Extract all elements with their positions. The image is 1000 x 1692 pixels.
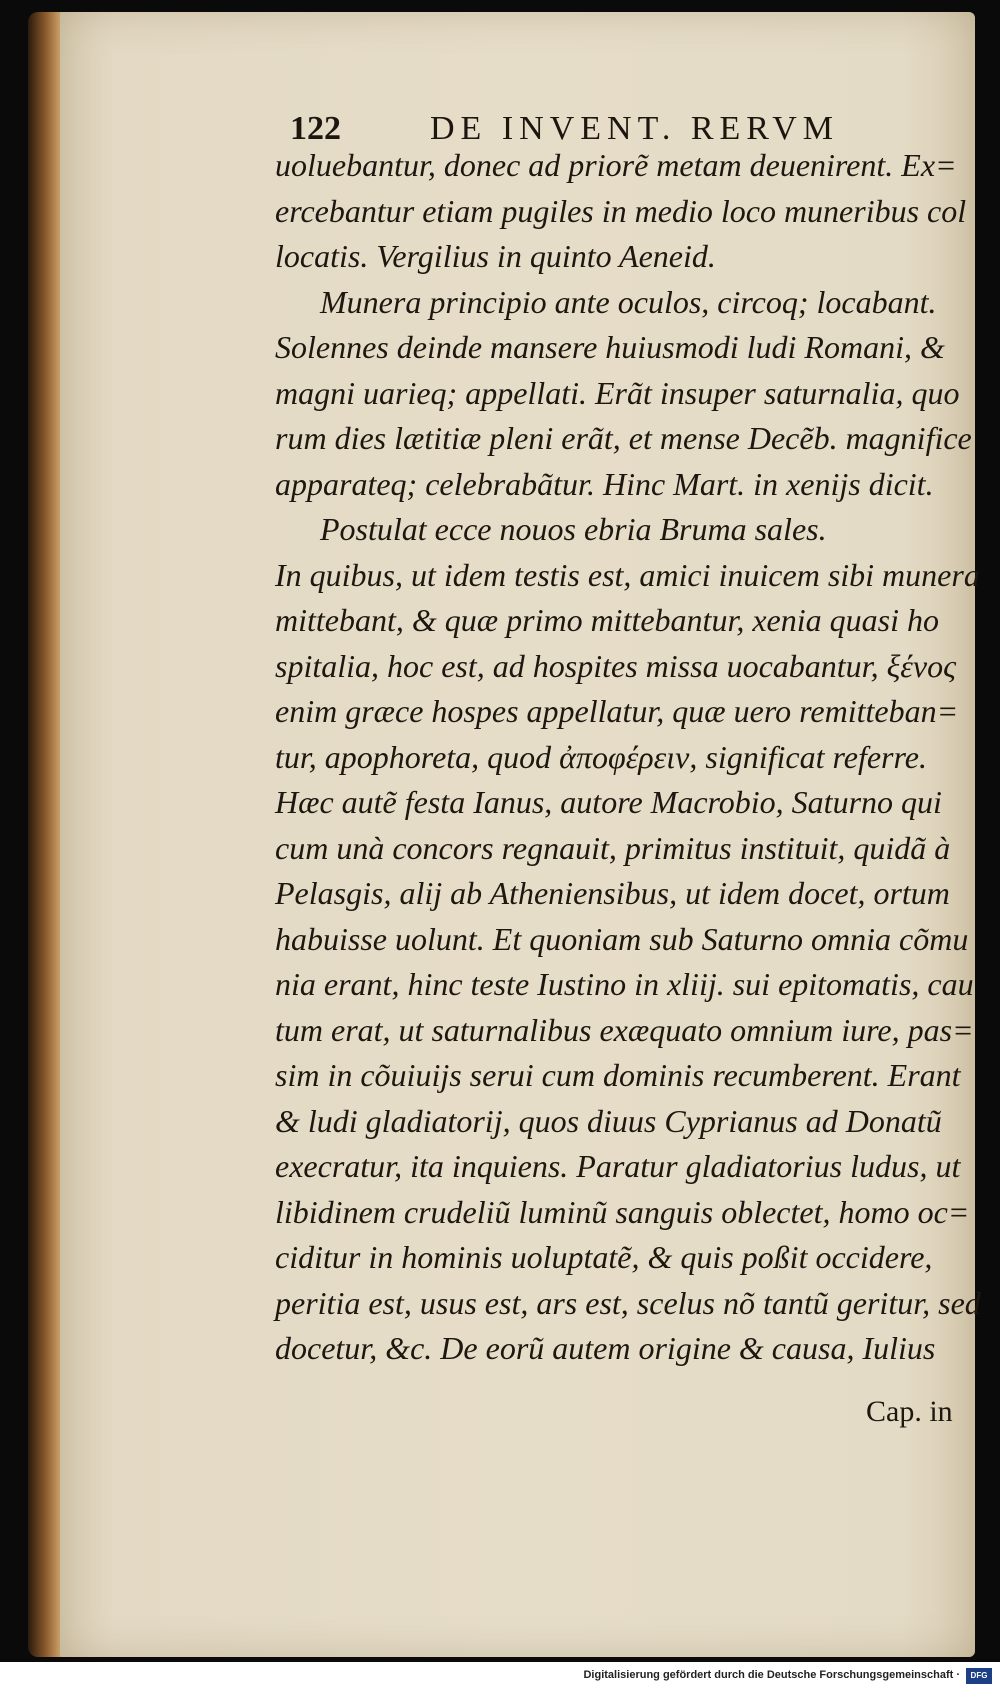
text-line: Hæc autẽ festa Ianus, autore Macrobio, Saturno qui <box>275 784 942 820</box>
text-line: locatis. Vergilius in quinto Aeneid. <box>275 238 716 274</box>
text-line: mittebant, & quæ primo mittebantur, xenia quasi ho <box>275 602 939 638</box>
text-line: magni uarieq; appellati. Erãt insuper saturnalia, quo <box>275 374 960 411</box>
catchword: Cap. in <box>866 1395 953 1428</box>
text-line: spitalia, hoc est, ad hospites missa uocabantur, ξένος <box>275 647 957 684</box>
verse-line: Munera principio ante oculos, circoq; locabant. <box>320 283 937 320</box>
page-number: 122 <box>290 110 341 147</box>
text-line: execratur, ita inquiens. Paratur gladiatorius ludus, ut <box>275 1148 961 1184</box>
text-line: uoluebantur, donec ad priorẽ metam deuenirent. Ex= <box>275 147 957 183</box>
text-line: Solennes deinde mansere huiusmodi ludi Romani, & <box>275 329 945 365</box>
digitization-footer <box>0 1662 1000 1692</box>
text-line: tum erat, ut saturnalibus exæquato omnium iure, pas= <box>275 1011 974 1048</box>
text-line: docetur, &c. De eorũ autem origine & causa, Iulius <box>275 1330 936 1366</box>
funding-credit: Digitalisierung gefördert durch die Deutsche Forschungsgemeinschaft · <box>583 1669 960 1681</box>
text-line: apparateq; celebrabãtur. Hinc Mart. in xenijs dicit. <box>275 465 934 502</box>
text-line: In quibus, ut idem testis est, amici inuicem sibi munera <box>275 556 980 593</box>
text-line: tur, apophoreta, quod ἀποφέρειν, significat referre. <box>275 738 927 775</box>
text-line: nia erant, hinc teste Iustino in xliij. sui epitomatis, cau <box>275 966 974 1002</box>
text-line: ciditur in hominis uoluptatẽ, & quis poßit occidere, <box>275 1239 933 1275</box>
text-line: libidinem crudeliũ luminũ sanguis oblectet, homo oc= <box>275 1193 970 1230</box>
text-line: & ludi gladiatorij, quos diuus Cyprianus ad Donatũ <box>275 1102 942 1139</box>
dfg-logo: DFG <box>966 1668 992 1684</box>
text-line: rum dies lætitiæ pleni erãt, et mense Decẽb. magnifice <box>275 420 972 456</box>
verse-line: Postulat ecce nouos ebria Bruma sales. <box>320 511 827 547</box>
text-line: enim græce hospes appellatur, quæ uero remitteban= <box>275 693 959 729</box>
text-line: peritia est, usus est, ars est, scelus nõ tantũ geritur, sed <box>275 1284 981 1321</box>
body-text <box>275 143 981 1372</box>
text-line: habuisse uolunt. Et quoniam sub Saturno omnia cõmu <box>275 920 969 957</box>
running-head: DE INVENT. RERVM <box>430 110 840 147</box>
text-line: cum unà concors regnauit, primitus instituit, quidã à <box>275 829 951 866</box>
text-line: sim in cõuiuijs serui cum dominis recumberent. Erant <box>275 1057 961 1093</box>
text-line: ercebantur etiam pugiles in medio loco muneribus col <box>275 192 967 229</box>
text-line: Pelasgis, alij ab Atheniensibus, ut idem docet, ortum <box>275 875 950 911</box>
